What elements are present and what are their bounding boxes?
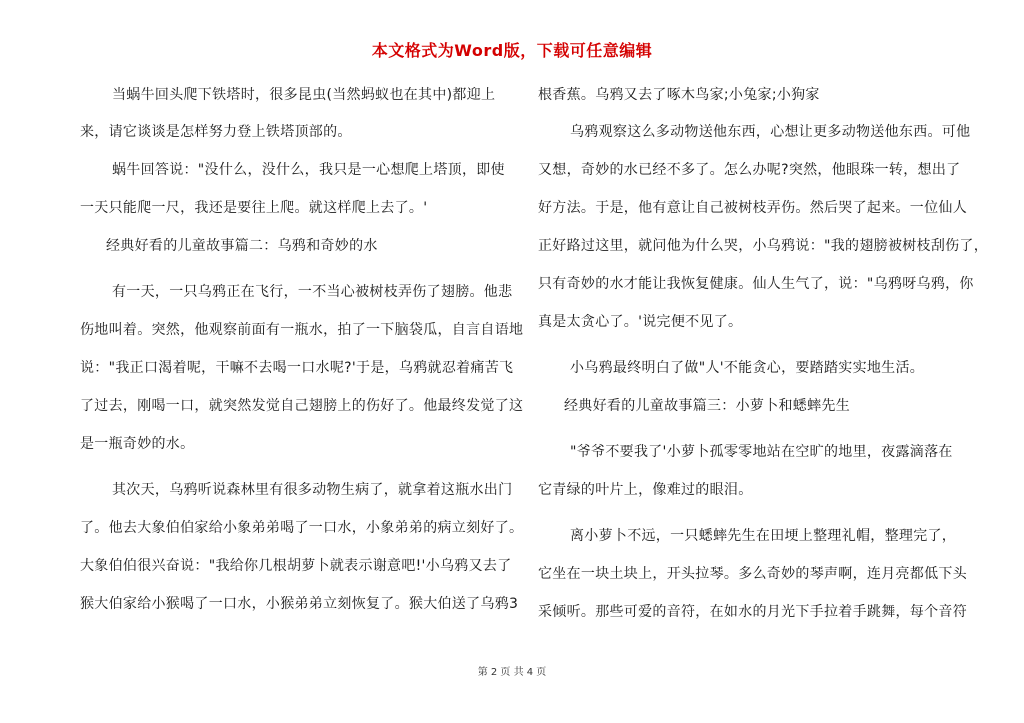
paragraph-line: 采倾听。那些可爱的音符，在如水的月光下手拉着手跳舞，每个音符 xyxy=(538,604,967,620)
paragraph-line: 了过去，刚喝一口，就突然发觉自己翅膀上的伤好了。他最终发觉了这 xyxy=(80,398,524,414)
paragraph-line: "爷爷不要我了'小萝卜孤零零地站在空旷的地里，夜露滴落在 xyxy=(570,444,953,460)
paragraph-line: 其次天，乌鸦听说森林里有很多动物生病了，就拿着这瓶水出门 xyxy=(112,482,513,498)
right-column xyxy=(538,0,989,723)
page-banner: 本文格式为Word版，下载可任意编辑 xyxy=(371,41,653,60)
paragraph-line: 有一天，一只乌鸦正在飞行，一不当心被树枝弄伤了翅膀。他悲 xyxy=(112,284,513,300)
paragraph-line: 离小萝卜不远，一只蟋蟀先生在田埂上整理礼帽，整理完了， xyxy=(570,528,957,544)
paragraph-line: 它青绿的叶片上，像难过的眼泪。 xyxy=(538,482,753,498)
paragraph-line: 它坐在一块土块上，开头拉琴。多么奇妙的琴声啊，连月亮都低下头 xyxy=(538,566,967,582)
paragraph-line: 只有奇妙的水才能让我恢复健康。仙人生气了，说："乌鸦呀乌鸦，你 xyxy=(538,276,974,292)
paragraph-line: 了。他去大象伯伯家给小象弟弟喝了一口水，小象弟弟的病立刻好了。 xyxy=(80,520,524,536)
paragraph-line: 根香蕉。乌鸦又去了啄木鸟家;小兔家;小狗家 xyxy=(538,87,820,103)
paragraph-line: 又想，奇妙的水已经不多了。怎么办呢?突然，他眼珠一转，想出了 xyxy=(538,162,961,178)
paragraph-line: 说："我正口渴着呢，干嘛不去喝一口水呢?'于是，乌鸦就忍着痛苦飞 xyxy=(80,360,514,376)
paragraph-line: 正好路过这里，就问他为什么哭，小乌鸦说："我的翅膀被树枝刮伤了， xyxy=(538,238,989,254)
paragraph-line: 一天只能爬一尺，我还是要往上爬。就这样爬上去了。' xyxy=(80,200,428,216)
paragraph-line: 真是太贪心了。'说完便不见了。 xyxy=(538,314,743,330)
paragraph-line: 当蜗牛回头爬下铁塔时，很多昆虫(当然蚂蚁也在其中)都迎上 xyxy=(112,87,496,103)
section-heading: 经典好看的儿童故事篇三：小萝卜和蟋蟀先生 xyxy=(564,398,850,414)
paragraph-line: 好方法。于是，他有意让自己被树枝弄伤。然后哭了起来。一位仙人 xyxy=(538,200,967,216)
paragraph-line: 是一瓶奇妙的水。 xyxy=(80,436,195,452)
section-heading: 经典好看的儿童故事篇二：乌鸦和奇妙的水 xyxy=(106,238,378,254)
page-number: 第 2 页 共 4 页 xyxy=(477,667,547,678)
left-column xyxy=(80,0,550,723)
paragraph-line: 大象伯伯很兴奋说："我给你几根胡萝卜就表示谢意吧!'小乌鸦又去了 xyxy=(80,558,512,574)
paragraph-line: 伤地叫着。突然，他观察前面有一瓶水，拍了一下脑袋瓜，自言自语地 xyxy=(80,322,524,338)
paragraph-line: 来，请它谈谈是怎样努力登上铁塔顶部的。 xyxy=(80,124,352,140)
paragraph-line: 乌鸦观察这么多动物送他东西，心想让更多动物送他东西。可他 xyxy=(570,124,971,140)
paragraph-line: 蜗牛回答说："没什么，没什么，我只是一心想爬上塔顶，即使 xyxy=(112,162,505,178)
paragraph-line: 猴大伯家给小猴喝了一口水，小猴弟弟立刻恢复了。猴大伯送了乌鸦3 xyxy=(80,596,519,612)
paragraph-line: 小乌鸦最终明白了做"人'不能贪心，要踏踏实实地生活。 xyxy=(570,360,925,376)
